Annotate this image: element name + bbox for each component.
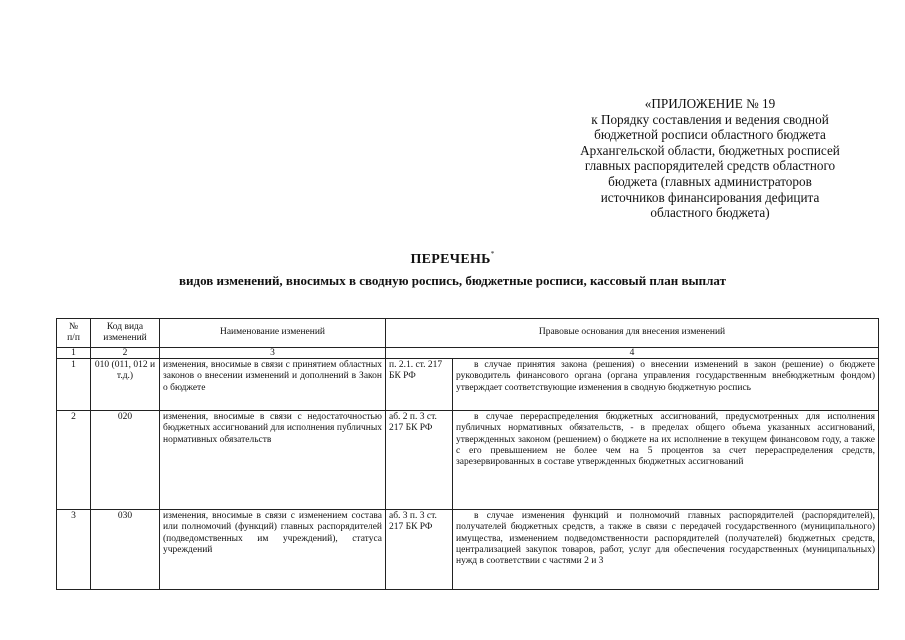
table-header-row bbox=[57, 319, 879, 348]
row-code: 030 bbox=[91, 510, 160, 590]
document-title bbox=[0, 252, 905, 268]
row-basis: в случае перераспределения бюджетных ассигнований, предусмотренных для исполнения публичных нормативных обязательств, - в пределах общего объема указанных ассигнований, утвержденных законом (решением) о бюджете на их исполнение в текущем финансовом году, а также с его превышением не более чем на 5 процентов за счет перераспределения средств, зарезервированных в составе утвержденных бюджетных ассигнований bbox=[453, 411, 879, 510]
header-code: Код вида изменений bbox=[91, 319, 160, 348]
table-row bbox=[57, 359, 879, 411]
title-text: ПЕРЕЧЕНЬ bbox=[410, 252, 491, 267]
row-name: изменения, вносимые в связи с изменением состава или полномочий (функций) главных распорядителей (подведомственных им учреждений), статуса учреждений bbox=[160, 510, 386, 590]
row-basis: в случае изменения функций и полномочий главных распорядителей (распорядителей), получателей бюджетных средств, а также в связи с передачей государственного (муниципального) имущества, изменением подведомственности распорядителей (получателей) бюджетных средств, централизацией закупок товаров, работ, услуг для обеспечения государственных (муниципальных) нужд в соответствии с частями 2 и 3 bbox=[453, 510, 879, 590]
row-num: 3 bbox=[57, 510, 91, 590]
footnote-mark: * bbox=[490, 250, 495, 258]
row-code: 010 (011, 012 и т.д.) bbox=[91, 359, 160, 411]
row-name: изменения, вносимые в связи с недостаточностью бюджетных ассигнований для исполнения публичных нормативных обязательств bbox=[160, 411, 386, 510]
appendix-line: Архангельской области, бюджетных росписей bbox=[580, 142, 840, 158]
row-name: изменения, вносимые в связи с принятием областных законов о внесении изменений и дополнений в Закон о бюджете bbox=[160, 359, 386, 411]
appendix-line: «ПРИЛОЖЕНИЕ № 19 bbox=[644, 96, 776, 111]
col-number: 1 bbox=[57, 348, 91, 359]
document-subtitle: видов изменений, вносимых в сводную роспись, бюджетные росписи, кассовый план выплат bbox=[179, 273, 726, 288]
row-code: 020 bbox=[91, 411, 160, 510]
table-row bbox=[57, 411, 879, 510]
col-number: 3 bbox=[160, 348, 386, 359]
col-number: 4 bbox=[386, 348, 879, 359]
appendix-line: бюджетной росписи областного бюджета bbox=[594, 127, 826, 143]
changes-table bbox=[56, 318, 879, 590]
table-row bbox=[57, 510, 879, 590]
column-numbers-row bbox=[57, 348, 879, 359]
row-article: п. 2.1. ст. 217 БК РФ bbox=[386, 359, 453, 411]
appendix-line: главных распорядителей средств областного bbox=[584, 158, 836, 174]
appendix-line: бюджета (главных администраторов bbox=[608, 173, 812, 189]
col-number: 2 bbox=[91, 348, 160, 359]
row-num: 2 bbox=[57, 411, 91, 510]
header-basis: Правовые основания для внесения изменений bbox=[386, 319, 879, 348]
row-num: 1 bbox=[57, 359, 91, 411]
appendix-header bbox=[540, 96, 880, 221]
row-article: аб. 2 п. 3 ст. 217 БК РФ bbox=[386, 411, 453, 510]
header-num: № п/п bbox=[57, 319, 91, 348]
appendix-line: областного бюджета) bbox=[650, 205, 770, 221]
appendix-line: источников финансирования дефицита bbox=[600, 189, 820, 205]
row-article: аб. 3 п. 3 ст. 217 БК РФ bbox=[386, 510, 453, 590]
header-name: Наименование изменений bbox=[160, 319, 386, 348]
row-basis: в случае принятия закона (решения) о внесении изменений в закон (решение) о бюджете руководитель финансового органа (органа управления государственным внебюджетным фондом) утверждает соответствующие изменения в сводную бюджетную роспись bbox=[453, 359, 879, 411]
appendix-line: к Порядку составления и ведения сводной bbox=[591, 111, 829, 127]
